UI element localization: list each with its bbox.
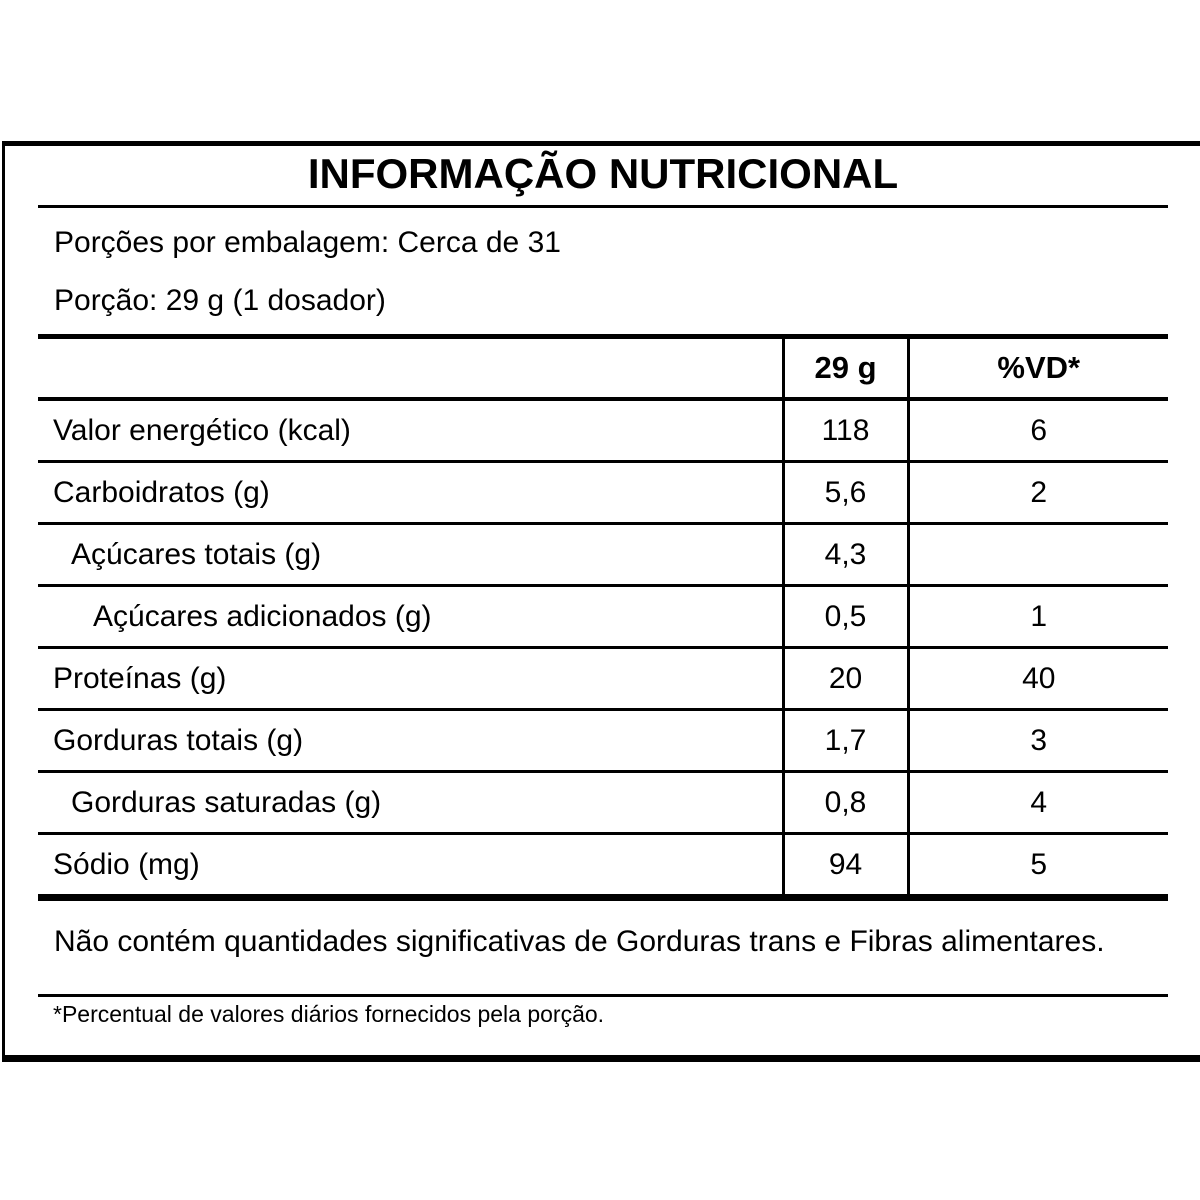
table-row [38,524,1168,586]
nutrient-label: Sódio (mg) [38,834,783,898]
servings-per-package-text: Porções por embalagem: Cerca de 31 [54,226,561,259]
nutrient-daily-value: 3 [908,710,1168,772]
nutrient-quantity: 0,5 [783,586,908,648]
footnote-divider-rule [38,994,1168,997]
title-divider-rule [38,205,1168,208]
column-header-daily-value: %VD* [908,337,1168,400]
column-header-quantity: 29 g [783,337,908,400]
nutrient-quantity: 4,3 [783,524,908,586]
table-header-row [38,337,1168,400]
nutrient-label: Valor energético (kcal) [38,399,783,462]
nutrient-quantity: 94 [783,834,908,898]
nutrient-daily-value: 40 [908,648,1168,710]
header-empty-cell [38,337,783,400]
nutrient-daily-value: 6 [908,399,1168,462]
no-significant-amounts-note: Não contém quantidades significativas de Gorduras trans e Fibras alimentares. [54,925,1105,958]
table-row [38,586,1168,648]
nutrient-label: Açúcares adicionados (g) [38,586,783,648]
nutrient-quantity: 20 [783,648,908,710]
nutrient-daily-value: 4 [908,772,1168,834]
portion-size-text: Porção: 29 g (1 dosador) [54,284,386,317]
nutrient-label: Gorduras saturadas (g) [38,772,783,834]
nutrition-table [38,334,1168,901]
table-row [38,462,1168,524]
table-row [38,648,1168,710]
table-row [38,399,1168,462]
nutrient-daily-value: 2 [908,462,1168,524]
nutrient-daily-value [908,524,1168,586]
table-row [38,834,1168,898]
daily-value-footnote: *Percentual de valores diários fornecidos pela porção. [53,1001,605,1027]
nutrient-label: Proteínas (g) [38,648,783,710]
nutrient-daily-value: 1 [908,586,1168,648]
label-title: INFORMAÇÃO NUTRICIONAL [307,150,899,197]
nutrient-quantity: 5,6 [783,462,908,524]
nutrient-quantity: 118 [783,399,908,462]
nutrient-label: Gorduras totais (g) [38,710,783,772]
table-row [38,772,1168,834]
nutrient-label: Açúcares totais (g) [38,524,783,586]
nutrient-daily-value: 5 [908,834,1168,898]
nutrient-quantity: 1,7 [783,710,908,772]
nutrient-label: Carboidratos (g) [38,462,783,524]
nutrient-quantity: 0,8 [783,772,908,834]
table-row [38,710,1168,772]
